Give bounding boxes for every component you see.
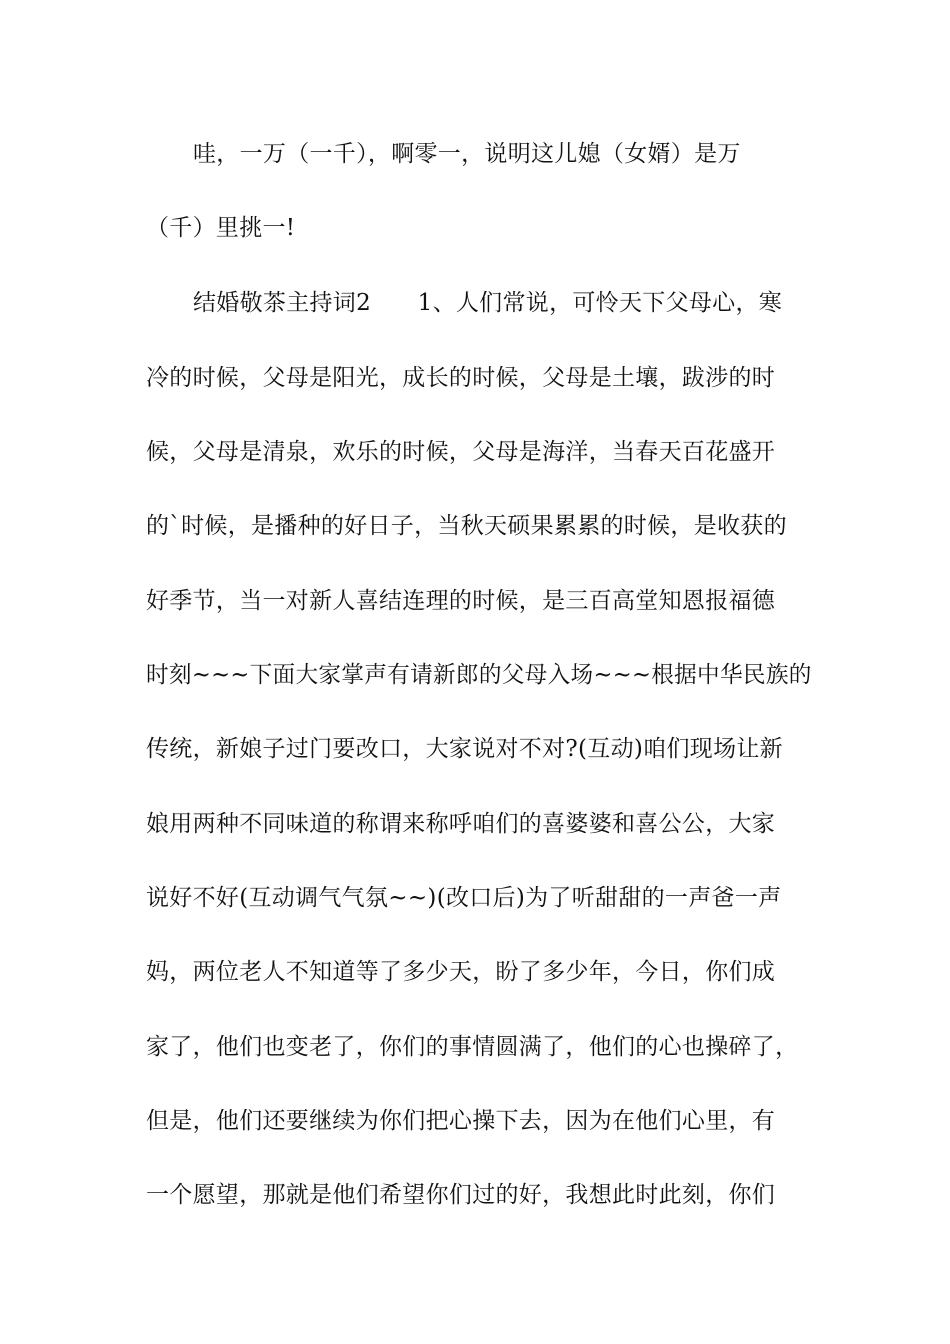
text-line: 候，父母是清泉，欢乐的时候，父母是海洋，当春天百花盛开 — [146, 439, 776, 465]
text-line: 传统，新娘子过门要改口，大家说对不对?(互动)咱们现场让新 — [146, 736, 783, 762]
text-line: 好季节，当一对新人喜结连理的时候，是三百高堂知恩报福德 — [146, 588, 776, 614]
text-line: 哇，一万（一千），啊零一，说明这儿媳（女婿）是万 — [193, 141, 741, 167]
text-line: 时刻~~~下面大家掌声有请新郎的父母入场~~~根据中华民族的 — [146, 662, 812, 688]
text-line: 的`时候，是播种的好日子，当秋天硕果累累的时候，是收获的 — [146, 513, 787, 539]
text-line: 结婚敬茶主持词2 1、人们常说，可怜天下父母心，寒 — [193, 290, 783, 316]
text-line: 娘用两种不同味道的称谓来称呼咱们的喜婆婆和喜公公，大家 — [146, 811, 776, 837]
text-line: 说好不好(互动调气气氛~~)(改口后)为了听甜甜的一声爸一声 — [146, 885, 782, 911]
text-line: 但是，他们还要继续为你们把心操下去，因为在他们心里，有 — [146, 1108, 776, 1134]
text-line: 冷的时候，父母是阳光，成长的时候，父母是土壤，跋涉的时 — [146, 365, 776, 391]
text-line: 妈，两位老人不知道等了多少天，盼了多少年，今日，你们成 — [146, 959, 776, 985]
text-line: 一个愿望，那就是他们希望你们过的好，我想此时此刻，你们 — [146, 1182, 776, 1208]
text-line: 家了，他们也变老了，你们的事情圆满了，他们的心也操碎了， — [146, 1034, 799, 1060]
text-line: （千）里挑一! — [146, 215, 296, 241]
